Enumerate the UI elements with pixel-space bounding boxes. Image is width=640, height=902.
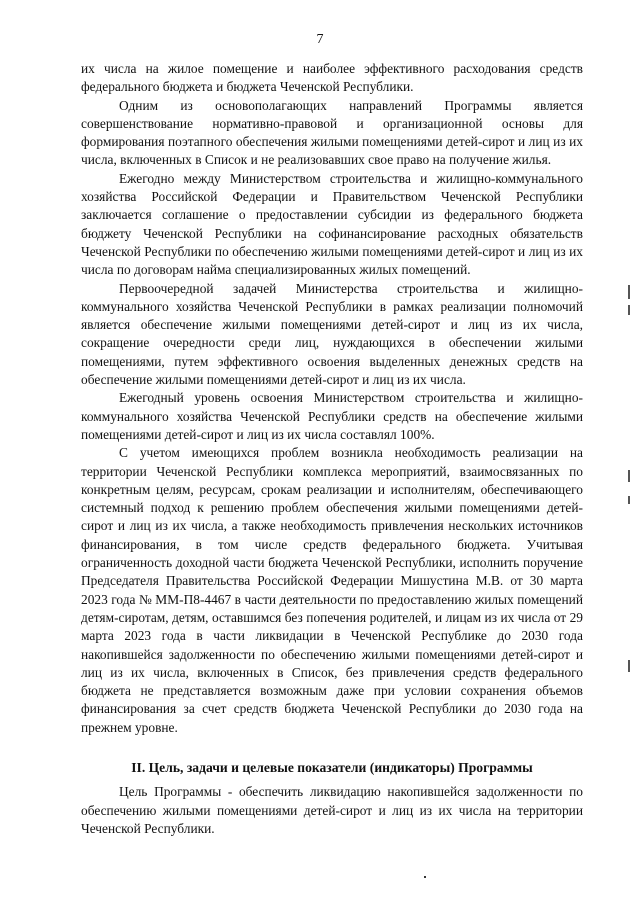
paragraph-necessity: С учетом имеющихся проблем возникла необходимость реализации на территории Чеченской Республики комплекса мероприятий, взаимосвязанных по конкретным целям, ресурсам, срокам реализации и исполнителям, обеспечивающего системный подход к решению проблем обеспечения жилыми помещениями детей-сирот и лиц из их числа, а также необходимость привлечения нескольких источников финансирования, в том числе средств федерального бюджета. Учитывая ограниченность доходной части бюджета Чеченской Республики, исполнить поручение Председателя Правительства Российской Федерации Мишустина М.В. от 30 марта 2023 года № ММ-П8-4467 в части деятельности по предоставлению жилых помещений детям-сиротам, детям, оставшимся без попечения родителей, и лицам из их числа от 29 марта 2023 года в части ликвидации в Чеченской Республике до 2030 года накопившейся задолженности по обеспечению жилыми помещениями детей-сирот и лиц из их числа, включенных в Список, без привлечения средств федерального бюджета не представляется возможным даже при условии сохранения объемов финансирования за счет средств бюджета Чеченской Республики до 2030 года на прежнем уровне. [81, 445, 583, 735]
scan-edge-mark [628, 496, 630, 504]
paragraph-annual-level: Ежегодный уровень освоения Министерством строительства и жилищно-коммунального хозяйства Чеченской Республики средств на обеспечение жилыми помещениями детей-сирот и лиц из их числа составлял 100%. [81, 390, 583, 442]
scan-edge-mark [628, 660, 630, 672]
scan-edge-mark [628, 285, 630, 299]
scan-speck [424, 876, 426, 878]
paragraph-main-directions: Одним из основополагающих направлений Программы является совершенствование нормативно-правовой и организационной основы для формирования поэтапного обеспечения жилыми помещениями детей-сирот и лиц из их числа, включенных в Список и не реализовавших свое право на получение жилья. [81, 97, 583, 168]
document-body [81, 60, 583, 838]
paragraph-continuation: их числа на жилое помещение и наиболее эффективного расходования средств федерального бюджета и бюджета Чеченской Республики. [81, 61, 583, 95]
scan-edge-mark [628, 470, 630, 482]
scan-edge-mark [628, 305, 630, 315]
paragraph-annual-agreement: Ежегодно между Министерством строительства и жилищно-коммунального хозяйства Российской Федерации и Правительством Чеченской Республики заключается соглашение о предоставлении субсидии из федерального бюджета бюджету Чеченской Республики на софинансирование расходных обязательств Чеченской Республики по обеспечению жилыми помещениями детей-сирот и лиц из их числа по договорам найма специализированных жилых помещений. [81, 170, 583, 278]
section-heading: II. Цель, задачи и целевые показатели (индикаторы) Программы [131, 759, 533, 775]
page-number: 7 [316, 32, 324, 47]
paragraph-primary-task: Первоочередной задачей Министерства строительства и жилищно-коммунального хозяйства Чеченской Республики в рамках реализации полномочий является обеспечение жилыми помещениями детей-сирот и лиц из их числа, сокращение очередности среди лиц, нуждающихся в обеспечении жилыми помещениями, путем эффективного освоения выделенных денежных средств на обеспечение жилыми помещениями детей-сирот и лиц из их числа. [81, 280, 583, 388]
paragraph-program-goal: Цель Программы - обеспечить ликвидацию накопившейся задолженности по обеспечению жилыми помещениями детей-сирот и лиц из их числа на территории Чеченской Республики. [81, 784, 583, 836]
